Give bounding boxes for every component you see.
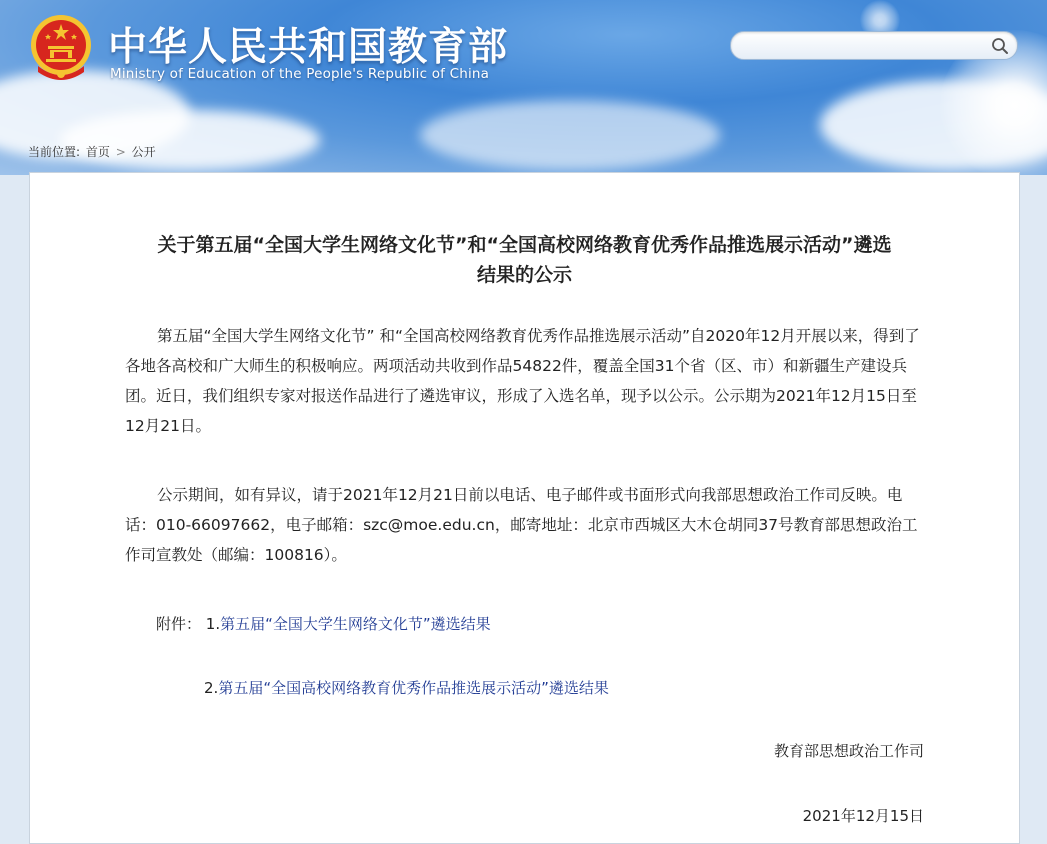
signature: 教育部思想政治工作司 [773, 742, 924, 760]
national-emblem-icon[interactable] [28, 14, 94, 82]
article-paragraph-2: 公示期间，如有异议，请于2021年12月21日前以电话、电子邮件或书面形式向我部思想政治工作司反映。电话：010-66097662，电子邮箱：szc@moe.edu.cn，邮寄地址：北京市西城区大木仓胡同37号教育部思想政治工作司宣教处（邮编：100816）。 [125, 486, 918, 564]
attachment-link-2[interactable]: 第五届“全国高校网络教育优秀作品推选展示活动”遴选结果 [218, 679, 609, 697]
article-paragraph-1: 第五届“全国大学生网络文化节” 和“全国高校网络教育优秀作品推选展示活动”自2020年12月开展以来，得到了各地各高校和广大师生的积极响应。两项活动共收到作品54822件，覆盖全国31个省（区、市）和新疆生产建设兵团。近日，我们组织专家对报送作品进行了遴选审议，形成了入选名单，现予以公示。公示期为2021年12月15日至12月21日。 [125, 327, 920, 435]
article-title [30, 230, 1019, 290]
attachment-row-1 [156, 613, 491, 634]
search-box[interactable] [730, 31, 1018, 60]
article-title-line2: 结果的公示 [476, 264, 572, 286]
article-title-line1: 关于第五届“全国大学生网络文化节”和“全国高校网络教育优秀作品推选展示活动”遴选 [157, 234, 892, 256]
attachment-number-2: 2. [204, 679, 219, 697]
site-name-en[interactable]: Ministry of Education of the People's Republic of China [110, 66, 490, 82]
breadcrumb [28, 143, 158, 160]
breadcrumb-public-link[interactable]: 公开 [131, 145, 156, 159]
search-icon[interactable] [991, 37, 1009, 55]
attachment-link-1[interactable]: 第五届“全国大学生网络文化节”遴选结果 [220, 615, 491, 633]
attachment-row-2 [204, 677, 609, 698]
breadcrumb-home-link[interactable]: 首页 [85, 145, 110, 159]
search-input[interactable] [743, 36, 987, 56]
breadcrumb-label: 当前位置: [28, 145, 81, 159]
site-name-cn[interactable]: 中华人民共和国教育部 [108, 25, 509, 70]
cloud-decoration [420, 100, 720, 170]
cloud-decoration [60, 110, 320, 170]
breadcrumb-separator: > [115, 145, 126, 159]
article-panel [29, 172, 1020, 844]
attachment-label: 附件： [156, 615, 202, 633]
publish-date: 2021年12月15日 [802, 807, 924, 825]
attachment-number-1: 1. [205, 615, 221, 633]
